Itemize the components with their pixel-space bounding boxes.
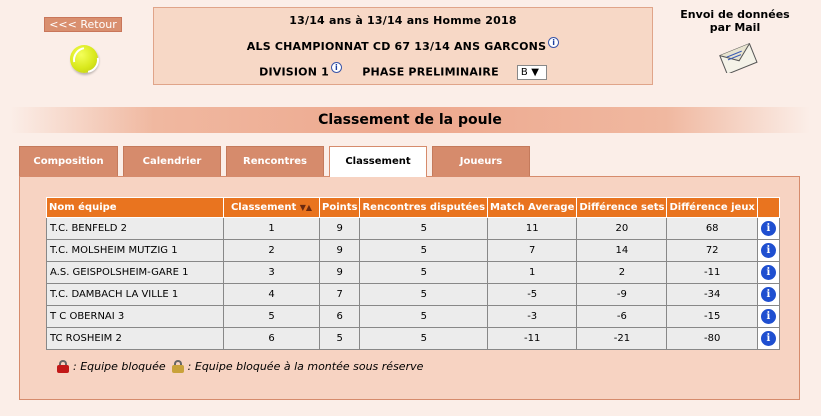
- info-cell: [757, 306, 779, 328]
- col-header-points: Points: [320, 198, 360, 218]
- sets-cell: 20: [577, 218, 667, 240]
- games-cell: -15: [667, 306, 757, 328]
- legend-blocked-reserve: : Equipe bloquée à la montée sous réserve: [187, 360, 424, 373]
- col-header-name: Nom équipe: [47, 198, 224, 218]
- played-cell: 5: [360, 240, 488, 262]
- mail-export-title[interactable]: [672, 8, 798, 34]
- info-cell: [757, 328, 779, 350]
- average-cell: -11: [488, 328, 577, 350]
- col-header-games: Différence jeux: [667, 198, 757, 218]
- tab-joueurs[interactable]: Joueurs: [432, 146, 530, 176]
- back-button[interactable]: <<< Retour: [44, 17, 122, 32]
- tab-composition[interactable]: Composition: [19, 146, 118, 176]
- mail-title-line2: par Mail: [709, 21, 761, 34]
- table-header-row: [47, 198, 780, 218]
- col-header-info: [757, 198, 779, 218]
- rank-cell: 4: [224, 284, 320, 306]
- rank-cell: 6: [224, 328, 320, 350]
- legend: [57, 360, 429, 373]
- division-info-icon[interactable]: i: [331, 62, 342, 73]
- col-header-rank-label: Classement: [230, 202, 297, 213]
- points-cell: 9: [320, 218, 360, 240]
- played-cell: 5: [360, 218, 488, 240]
- col-header-average: Match Average: [488, 198, 577, 218]
- team-info-icon[interactable]: i: [761, 331, 776, 346]
- phase-select[interactable]: B ▼: [517, 65, 547, 80]
- average-cell: -3: [488, 306, 577, 328]
- sets-cell: -21: [577, 328, 667, 350]
- team-info-icon[interactable]: i: [761, 309, 776, 324]
- table-row: [47, 240, 780, 262]
- played-cell: 5: [360, 328, 488, 350]
- games-cell: -80: [667, 328, 757, 350]
- played-cell: 5: [360, 284, 488, 306]
- competition-header: [153, 7, 653, 85]
- team-name: TC ROSHEIM 2: [47, 328, 224, 350]
- average-cell: 7: [488, 240, 577, 262]
- games-cell: 68: [667, 218, 757, 240]
- sets-cell: 14: [577, 240, 667, 262]
- rank-cell: 5: [224, 306, 320, 328]
- championship-info-icon[interactable]: i: [548, 37, 559, 48]
- sets-cell: -6: [577, 306, 667, 328]
- rank-cell: 2: [224, 240, 320, 262]
- tab-classement[interactable]: Classement: [329, 146, 427, 177]
- average-cell: -5: [488, 284, 577, 306]
- games-cell: -11: [667, 262, 757, 284]
- envelope-icon[interactable]: [718, 43, 758, 73]
- table-row: [47, 262, 780, 284]
- team-info-icon[interactable]: i: [761, 287, 776, 302]
- tennis-ball-icon: [70, 45, 98, 73]
- mail-title-line1: Envoi de données: [680, 8, 790, 21]
- ranking-table: [46, 197, 780, 350]
- games-cell: 72: [667, 240, 757, 262]
- phase-label: PHASE PRELIMINAIRE: [362, 65, 499, 79]
- rank-cell: 3: [224, 262, 320, 284]
- page-title: Classement de la poule: [10, 107, 810, 133]
- table-row: [47, 284, 780, 306]
- sort-arrows-icon[interactable]: ▼▲: [299, 203, 313, 212]
- championship-line: [154, 40, 652, 53]
- info-cell: [757, 240, 779, 262]
- table-row: [47, 328, 780, 350]
- championship-title: ALS CHAMPIONNAT CD 67 13/14 ANS GARCONS: [246, 40, 547, 53]
- info-cell: [757, 218, 779, 240]
- average-cell: 11: [488, 218, 577, 240]
- gold-lock-icon: [172, 360, 184, 373]
- team-name: T.C. DAMBACH LA VILLE 1: [47, 284, 224, 306]
- tab-calendrier[interactable]: Calendrier: [123, 146, 221, 176]
- table-row: [47, 218, 780, 240]
- table-row: [47, 306, 780, 328]
- games-cell: -34: [667, 284, 757, 306]
- played-cell: 5: [360, 262, 488, 284]
- team-name: T.C. BENFELD 2: [47, 218, 224, 240]
- points-cell: 6: [320, 306, 360, 328]
- played-cell: 5: [360, 306, 488, 328]
- team-name: A.S. GEISPOLSHEIM-GARE 1: [47, 262, 224, 284]
- legend-blocked: : Equipe bloquée: [73, 360, 166, 373]
- rank-cell: 1: [224, 218, 320, 240]
- sets-cell: -9: [577, 284, 667, 306]
- team-info-icon[interactable]: i: [761, 243, 776, 258]
- category-line: 13/14 ans à 13/14 ans Homme 2018: [289, 14, 517, 27]
- division-line: [154, 65, 652, 80]
- points-cell: 5: [320, 328, 360, 350]
- col-header-sets: Différence sets: [577, 198, 667, 218]
- points-cell: 7: [320, 284, 360, 306]
- info-cell: [757, 284, 779, 306]
- info-cell: [757, 262, 779, 284]
- points-cell: 9: [320, 240, 360, 262]
- tab-rencontres[interactable]: Rencontres: [226, 146, 324, 176]
- division-label: DIVISION 1: [259, 65, 330, 79]
- points-cell: 9: [320, 262, 360, 284]
- team-name: T.C. MOLSHEIM MUTZIG 1: [47, 240, 224, 262]
- sets-cell: 2: [577, 262, 667, 284]
- average-cell: 1: [488, 262, 577, 284]
- red-lock-icon: [57, 360, 69, 373]
- team-info-icon[interactable]: i: [761, 265, 776, 280]
- team-info-icon[interactable]: i: [761, 221, 776, 236]
- col-header-played: Rencontres disputées: [360, 198, 488, 218]
- team-name: T C OBERNAI 3: [47, 306, 224, 328]
- col-header-rank[interactable]: [224, 198, 320, 218]
